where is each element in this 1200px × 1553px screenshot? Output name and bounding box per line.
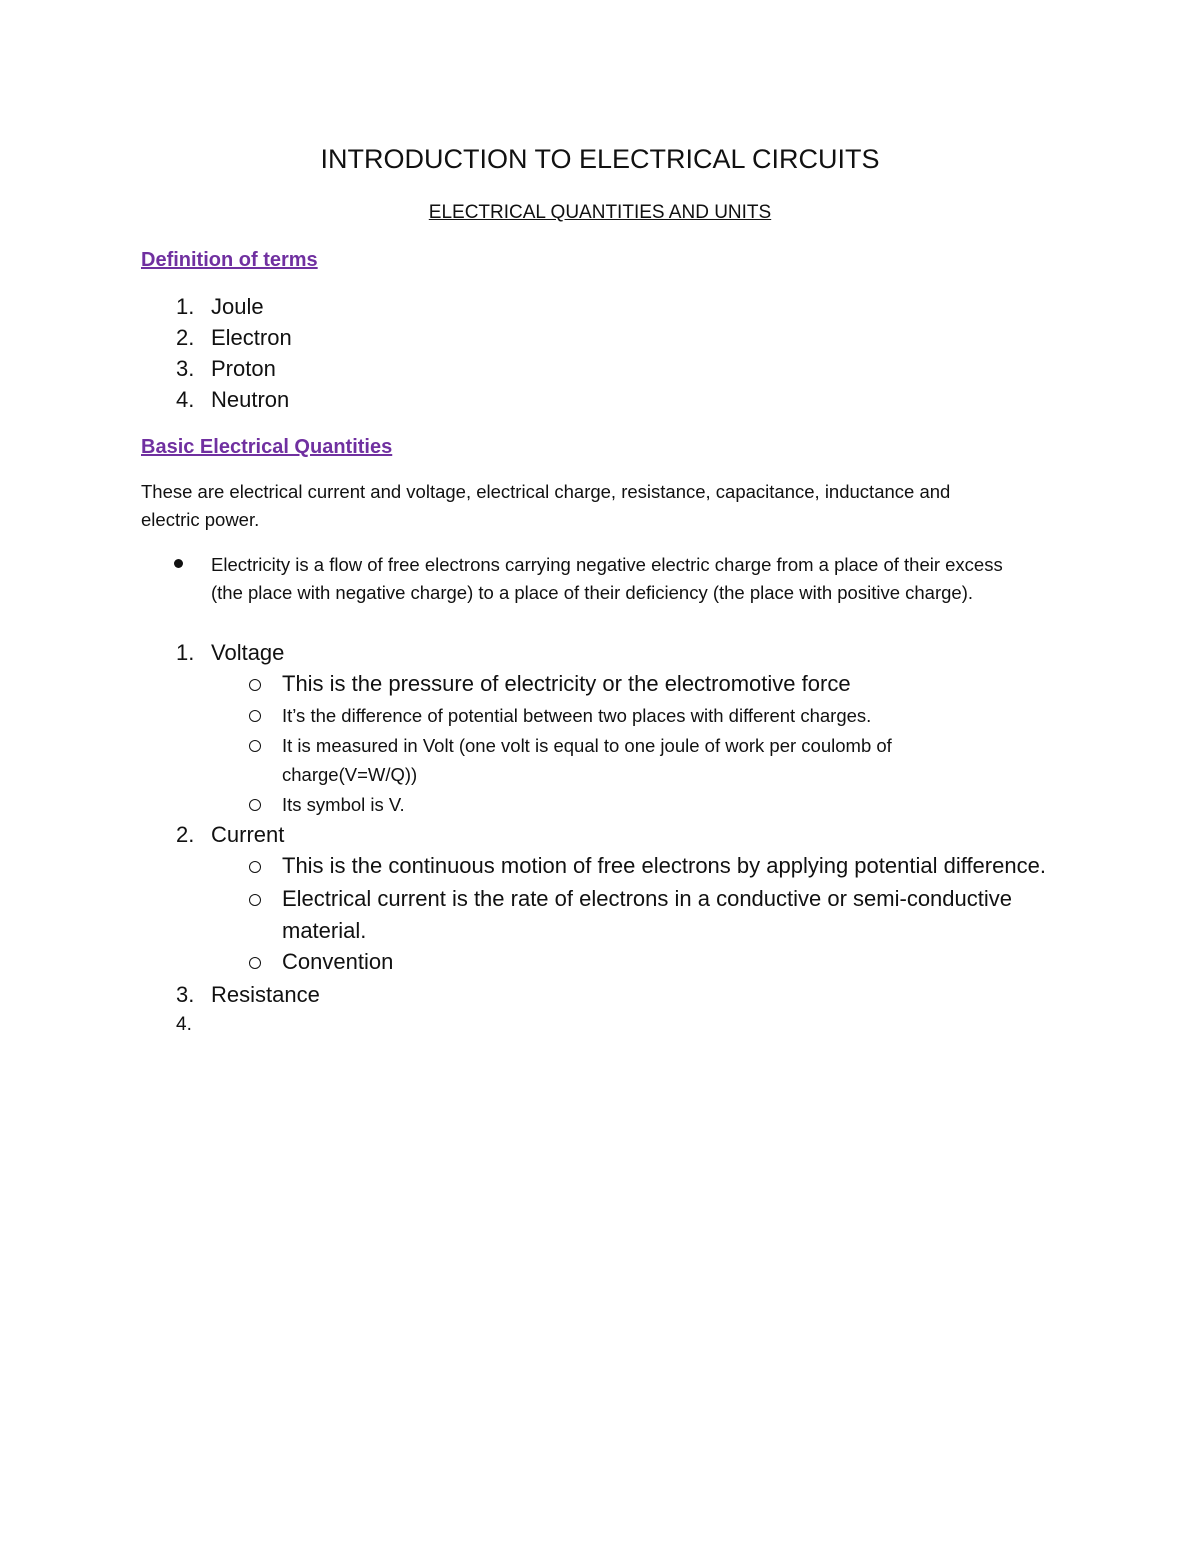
quantity-point: This is the continuous motion of free electrons by applying potential difference. [282, 853, 1046, 878]
circle-bullet-icon [249, 861, 261, 873]
circle-bullet-icon [249, 740, 261, 752]
definition-term: Neutron [211, 387, 290, 412]
quantity-point-continued: material. [282, 918, 367, 943]
definition-number: 3. [176, 356, 195, 381]
definition-term: Joule [211, 294, 264, 319]
basic-quantities-heading: Basic Electrical Quantities [141, 436, 393, 458]
intro-paragraph-line: These are electrical current and voltage, electrical charge, resistance, capacitance, inductance and [141, 481, 951, 502]
definition-term: Proton [211, 356, 276, 381]
circle-bullet-icon [249, 710, 261, 722]
definitions-heading: Definition of terms [141, 249, 318, 271]
quantity-number: 2. [176, 822, 195, 847]
document-subtitle: ELECTRICAL QUANTITIES AND UNITS [428, 202, 772, 223]
quantity-point-continued: charge(V=W/Q)) [282, 764, 418, 785]
quantity-label: Current [211, 822, 285, 847]
bullet-text-line: (the place with negative charge) to a place of their deficiency (the place with positive charge). [211, 582, 973, 603]
quantity-number: 1. [176, 640, 195, 665]
definition-number: 1. [176, 294, 195, 319]
quantity-point: Electrical current is the rate of electrons in a conductive or semi-conductive [282, 886, 1012, 911]
quantity-number: 4. [176, 1014, 192, 1035]
quantity-point: Convention [282, 949, 394, 974]
quantity-number: 3. [176, 982, 195, 1007]
definition-term: Electron [211, 325, 292, 350]
quantity-point: Its symbol is V. [282, 794, 405, 815]
circle-bullet-icon [249, 799, 261, 811]
quantity-point: This is the pressure of electricity or the electromotive force [282, 671, 851, 696]
definition-number: 2. [176, 325, 195, 350]
bullet-icon [174, 559, 183, 568]
quantity-point: It is measured in Volt (one volt is equal to one joule of work per coulomb of [282, 735, 892, 756]
quantity-label: Voltage [211, 640, 285, 665]
definition-number: 4. [176, 387, 195, 412]
circle-bullet-icon [249, 894, 261, 906]
circle-bullet-icon [249, 679, 261, 691]
circle-bullet-icon [249, 957, 261, 969]
intro-paragraph-line: electric power. [141, 509, 260, 530]
bullet-text-line: Electricity is a flow of free electrons carrying negative electric charge from a place of their excess [211, 554, 1003, 575]
document-title: INTRODUCTION TO ELECTRICAL CIRCUITS [320, 144, 880, 174]
quantity-label: Resistance [211, 982, 320, 1007]
quantity-point: It’s the difference of potential between two places with different charges. [282, 705, 872, 726]
